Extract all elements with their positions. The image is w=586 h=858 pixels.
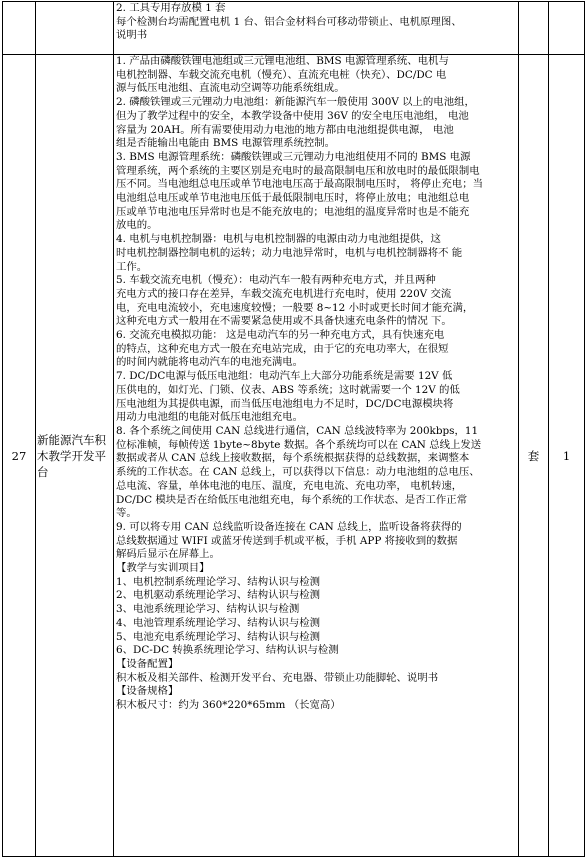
description-line: 3、电池系统理论学习、结构认识与检测 [116,603,300,616]
empty-cell [519,2,549,55]
description-line: 压电池组为其提供电源，而当低压电池组电力不足时，DC/DC电源模块将 [116,397,454,410]
description-line: 放电的。 [116,219,158,232]
description-line: 3. BMS 电源管理系统：磷酸铁锂或三元锂动力电池组使用不同的 BMS 电源 [116,150,471,163]
item-description [114,55,519,857]
description-line: 的时间内就能将电动汽车的电池充满电。 [116,356,304,369]
description-line: 1. 产品由磷酸铁锂电池组或三元锂电池组、BMS 电源管理系统、电机与 [116,55,449,67]
description-line: 压不同。当电池组总电压或单节电池电压高于最高限制电压时， 将停止充电；当 [116,178,483,191]
item-unit: 套 [519,55,549,857]
item-quantity: 1 [549,55,585,857]
description-line: 充电方式的接口存在差异，车载交流充电机进行充电时，使用 220V 交流 [116,287,452,300]
empty-cell [36,2,114,55]
description-line: 6、DC-DC 转换系统理论学习、结构认识与检测 [116,644,339,657]
description-line: 位标准帧，每帧传送 1byte~8byte 数据。各个系统均可以在 CAN 总线上发送 [116,438,482,451]
description-line: 2. 磷酸铁锂或三元锂动力电池组：新能源汽车一般使用 300V 以上的电池组， [116,96,475,109]
description-line: 解码后显示在屏幕上。 [116,548,220,561]
description-line: 【教学与实训项目】 [116,562,210,575]
description-line: 5. 车载交流充电机（慢充）：电动汽车一般有两种充电方式，并且两种 [116,274,436,287]
description-line: 管理系统，两个系统的主要区别是充电时的最高限制电压和放电时的最低限制电 [116,164,480,177]
description-line: 总线数据通过 WIFI 或蓝牙传送到手机或平板，手机 APP 将接收到的数据 [116,534,458,547]
description-line: 组是否能输出电能由 BMS 电源管理系统控制。 [116,137,336,150]
description-line: 电机控制器、车载交流充电机（慢充）、直流充电桩（快充）、DC/DC 电 [116,68,447,81]
description-line: 1、电机控制系统理论学习、结构认识与检测 [116,575,321,588]
item-name: 新能源汽车积木教学开发平台 [36,55,114,857]
description-line: 【设备规格】 [116,685,179,698]
description-line: 时电机控制器控制电机的运转；动力电池异常时，电机与电机控制器将不 能 [116,246,463,259]
description-line: 每个检测台均需配置电机 1 台、铝合金材料台可移动带锁止、电机原理图、 [116,15,462,28]
description-lines [116,55,516,713]
description-line: 工作。 [116,260,148,273]
description-line: 积木板及相关部件、检测开发平台、充电器、带锁止功能脚轮、说明书 [116,671,439,684]
description-line: 用动力电池组的电能对低压电池组充电。 [116,411,304,424]
description-line: 6. 交流充电模拟功能： 这是电动汽车的另一种充电方式，具有快速充电 [116,329,445,342]
description-line: 数据或者从 CAN 总线上接收数据，每个系统根据获得的总线数据，来调整本 [116,452,470,465]
description-line: DC/DC 模块是否在给低压电池组充电，每个系统的工作状态、是否工作正常 [116,493,468,506]
description-line: 2、电机驱动系统理论学习、结构认识与检测 [116,589,321,602]
description-line: 的特点，这种充电方式一般在充电站完成，由于它的充电功率大，在很短 [116,342,449,355]
description-line: 4、电池管理系统理论学习、结构认识与检测 [116,616,321,629]
description-line: 压供电的，如灯光、门锁、仪表、ABS 等系统；这时就需要一个 12V 的低 [116,383,460,396]
description-line: 电池组总电压或单节电池电压低于最低限制电压时，将停止放电；电池组总电 [116,192,470,205]
description-line: 压或单节电池电压异常时也是不能充放电的；电池组的温度异常时也是不能充 [116,205,470,218]
description-line: 但为了教学过程中的安全，本教学设备中使用 36V 的安全电压电池组， 电池 [116,109,469,122]
description-line: 电，充电电流较小，充电速度较慢；一般要 8~12 小时或更长时间才能充满， [116,301,474,314]
equipment-spec-table [2,1,585,857]
description-line: 7. DC/DC电源与低压电池组：电动汽车上大部分功能系统是需要 12V 低 [116,370,453,383]
description-line: 9. 可以将专用 CAN 总线监听设备连接在 CAN 总线上，监听设备将获得的 [116,520,462,533]
description-line: 4. 电机与电机控制器：电机与电机控制器的电源由动力电池组提供，这 [116,233,441,246]
description-line: 2. 工具专用存放模 1 套 [116,2,226,14]
description-line: 这种充电方式一般用在不需要紧急使用或不具备快速充电条件的情况 下。 [116,315,452,328]
table-row [3,55,585,857]
empty-cell [549,2,585,55]
description-line: 总电流、容量，单体电池的电压、温度，充电电流、充电功率， 电机转速， [116,479,463,492]
description-line: 8. 各个系统之间使用 CAN 总线进行通信，CAN 总线波特率为 200kbps，11 [116,424,479,437]
item-number: 27 [3,55,36,857]
table-row [3,2,585,55]
description-line: 容量为 20AH。所有需要使用动力电池的地方都由电池组提供电源， 电池 [116,123,454,136]
description-line: 积木板尺寸：约为 360*220*65mm （长宽高） [116,699,341,712]
description-line: 源与低压电池组、直流电动空调等功能系统组成。 [116,82,345,95]
description-line: 5、电池充电系统理论学习、结构认识与检测 [116,630,321,643]
description-line: 说明书 [116,29,148,42]
description-line: 【设备配置】 [116,657,179,670]
description-line: 等。 [116,507,137,520]
top-description-cell [114,2,519,55]
empty-cell [3,2,36,55]
description-line: 系统的工作状态。在 CAN 总线上，可以获得以下信息：动力电池组的总电压、 [116,466,480,479]
